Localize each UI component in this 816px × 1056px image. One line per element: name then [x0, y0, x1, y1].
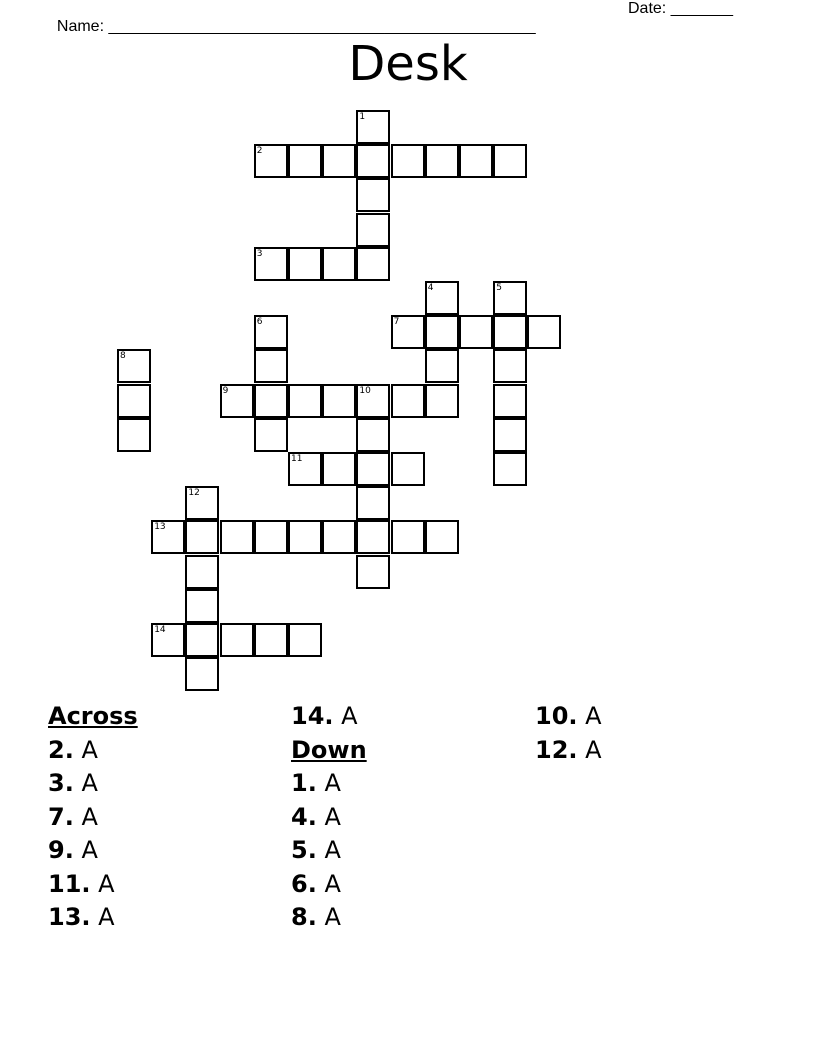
grid-cell[interactable] [322, 520, 356, 554]
grid-cell[interactable] [391, 520, 425, 554]
clue-number: 9 [222, 385, 229, 396]
grid-cell[interactable] [425, 281, 459, 315]
clue-number: 14 [154, 625, 166, 635]
grid-cell[interactable] [322, 144, 356, 178]
grid-cell[interactable] [185, 486, 219, 520]
grid-cell[interactable] [356, 555, 390, 589]
clue-item: 6. A [291, 869, 341, 898]
clue-item: 7. A [48, 802, 98, 831]
grid-cell[interactable] [493, 315, 527, 349]
clue-item: 11. A [48, 869, 115, 898]
grid-cell[interactable] [493, 452, 527, 486]
grid-cell[interactable] [391, 384, 425, 418]
clue-number: 6 [256, 317, 263, 328]
clue-item: 14. A [291, 702, 358, 730]
date-label: Date: _______ [628, 0, 733, 17]
grid-cell[interactable] [356, 110, 390, 144]
grid-cell[interactable] [356, 178, 390, 212]
grid-cell[interactable] [425, 349, 459, 383]
grid-cell[interactable] [356, 247, 390, 281]
grid-cell[interactable] [254, 144, 288, 178]
grid-cell[interactable] [254, 384, 288, 418]
grid-cell[interactable] [220, 623, 254, 657]
clue-number: 5 [496, 283, 502, 293]
page-title: Desk [348, 36, 468, 92]
grid-cell[interactable] [493, 349, 527, 383]
grid-cell[interactable] [322, 452, 356, 486]
grid-cell[interactable] [254, 247, 288, 281]
clue-number: 11 [291, 454, 303, 464]
grid-cell[interactable] [288, 520, 322, 554]
grid-cell[interactable] [459, 144, 493, 178]
clue-column-3 [535, 700, 775, 767]
grid-cell[interactable] [356, 144, 390, 178]
grid-cell[interactable] [254, 418, 288, 452]
grid-cell[interactable] [493, 281, 527, 315]
grid-cell[interactable] [322, 247, 356, 281]
grid-cell[interactable] [527, 315, 561, 349]
grid-cell[interactable] [459, 315, 493, 349]
grid-cell[interactable] [425, 384, 459, 418]
grid-cell[interactable] [322, 384, 356, 418]
clue-number: 3 [256, 248, 263, 259]
clue-item: 12. A [535, 735, 602, 764]
grid-cell[interactable] [493, 418, 527, 452]
clue-column-2 [291, 700, 531, 935]
grid-cell[interactable] [220, 384, 254, 418]
clue-item: 2. A [48, 735, 98, 764]
grid-cell[interactable] [391, 452, 425, 486]
clue-number: 10 [359, 385, 371, 396]
grid-cell[interactable] [288, 623, 322, 657]
grid-cell[interactable] [425, 520, 459, 554]
grid-cell[interactable] [356, 384, 390, 418]
clue-item: 8. A [291, 903, 341, 931]
clue-item: 13. A [48, 903, 115, 931]
grid-cell[interactable] [391, 315, 425, 349]
grid-cell[interactable] [185, 555, 219, 589]
grid-cell[interactable] [220, 520, 254, 554]
grid-cell[interactable] [356, 213, 390, 247]
grid-cell[interactable] [356, 486, 390, 520]
grid-cell[interactable] [425, 144, 459, 178]
grid-cell[interactable] [185, 589, 219, 623]
clue-column-1 [48, 700, 288, 935]
grid-cell[interactable] [185, 623, 219, 657]
grid-cell[interactable] [185, 520, 219, 554]
grid-cell[interactable] [425, 315, 459, 349]
grid-cell[interactable] [117, 418, 151, 452]
grid-cell[interactable] [493, 384, 527, 418]
clue-number: 4 [427, 283, 434, 293]
name-label: Name: ________________________________________________ [56, 18, 536, 35]
clue-item: 10. A [535, 702, 602, 730]
grid-cell[interactable] [117, 384, 151, 418]
clue-item: 9. A [48, 836, 98, 864]
clue-number: 7 [393, 317, 400, 328]
clue-number: 8 [120, 351, 126, 362]
across-heading: Across [48, 702, 138, 730]
grid-cell[interactable] [254, 623, 288, 657]
clue-number: 12 [188, 488, 200, 499]
grid-cell[interactable] [288, 384, 322, 418]
grid-cell[interactable] [288, 144, 322, 178]
grid-cell[interactable] [185, 657, 219, 691]
grid-cell[interactable] [254, 520, 288, 554]
clue-item: 3. A [48, 769, 98, 797]
clue-item: 4. A [291, 802, 341, 831]
grid-cell[interactable] [151, 520, 185, 554]
grid-cell[interactable] [493, 144, 527, 178]
grid-cell[interactable] [356, 418, 390, 452]
grid-cell[interactable] [391, 144, 425, 178]
grid-cell[interactable] [254, 315, 288, 349]
grid-cell[interactable] [356, 452, 390, 486]
clue-item: 5. A [291, 836, 341, 864]
grid-cell[interactable] [356, 520, 390, 554]
clue-number: 1 [359, 112, 366, 122]
clue-item: 1. A [291, 769, 341, 797]
grid-cell[interactable] [254, 349, 288, 383]
grid-cell[interactable] [288, 247, 322, 281]
clue-number: 2 [256, 146, 263, 157]
clue-number: 13 [154, 522, 166, 533]
grid-cell[interactable] [288, 452, 322, 486]
grid-cell[interactable] [117, 349, 151, 383]
down-heading: Down [291, 735, 367, 764]
grid-cell[interactable] [151, 623, 185, 657]
